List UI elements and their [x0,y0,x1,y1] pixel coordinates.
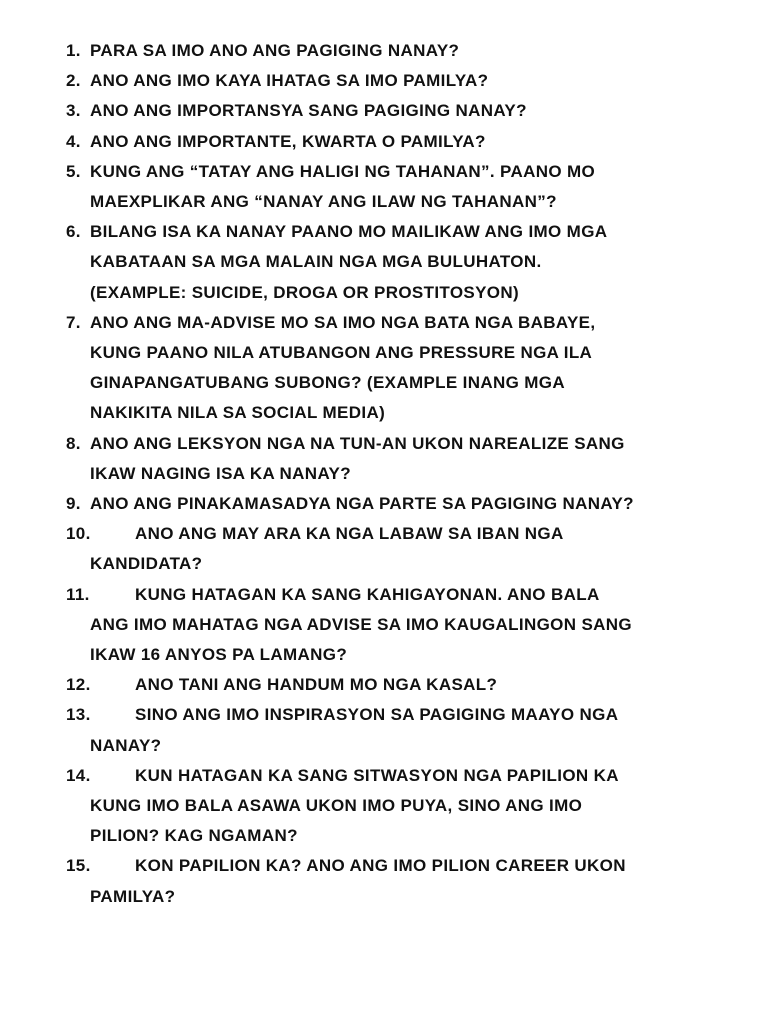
question-number: 3. [66,101,81,121]
question-text-line: KON PAPILION KA? ANO ANG IMO PILION CAREER UKON [135,856,626,876]
question-text-line: ANO ANG PINAKAMASADYA NGA PARTE SA PAGIGING NANAY? [90,494,634,514]
question-text-line: GINAPANGATUBANG SUBONG? (EXAMPLE INANG MGA [90,373,565,393]
question-number: 1. [66,41,81,60]
question-number: 7. [66,312,81,332]
question-number: 11. [66,584,90,604]
question-text-line: ANO ANG LEKSYON NGA NA TUN-AN UKON NAREALIZE SANG [90,433,625,453]
question-text-line: KUNG PAANO NILA ATUBANGON ANG PRESSURE NGA ILA [90,343,593,363]
question-text-line: MAEXPLIKAR ANG “NANAY ANG ILAW NG TAHANAN”? [90,192,557,212]
question-text-line: KANDIDATA? [90,554,203,574]
question-item [66,761,746,852]
question-text-line: PILION? KAG NGAMAN? [90,826,298,846]
question-text-line: ANO ANG IMO KAYA IHATAG SA IMO PAMILYA? [90,71,489,91]
question-text-line: ANO ANG MA-ADVISE MO SA IMO NGA BATA NGA BABAYE, [90,312,596,332]
question-item [66,217,746,308]
question-text-line: ANO ANG IMPORTANTE, KWARTA O PAMILYA? [90,131,486,151]
question-item [66,96,746,126]
question-text-line: NANAY? [90,735,162,755]
question-number: 4. [66,131,81,151]
question-text-line: KUNG IMO BALA ASAWA UKON IMO PUYA, SINO ANG IMO [90,796,583,816]
question-text-line: ANO ANG MAY ARA KA NGA LABAW SA IBAN NGA [135,524,564,544]
question-text-line: (EXAMPLE: SUICIDE, DROGA OR PROSTITOSYON) [90,282,519,302]
question-text-line: SINO ANG IMO INSPIRASYON SA PAGIGING MAAYO NGA [135,705,619,725]
question-item [66,36,746,66]
question-number: 6. [66,222,81,242]
question-number: 13. [66,705,91,725]
question-number: 5. [66,161,81,181]
question-text-line: IKAW NAGING ISA KA NANAY? [90,463,351,483]
question-number: 10. [66,524,91,544]
question-text-line: PARA SA IMO ANO ANG PAGIGING NANAY? [90,41,460,60]
question-text-line: ANO ANG IMPORTANSYA SANG PAGIGING NANAY? [90,101,527,121]
question-number: 8. [66,433,81,453]
question-item [66,66,746,96]
question-item [66,519,746,579]
question-item [66,580,746,671]
question-item [66,429,746,489]
question-text-line: BILANG ISA KA NANAY PAANO MO MAILIKAW ANG IMO MGA [90,222,608,242]
question-number: 12. [66,675,91,695]
question-item [66,670,746,700]
question-text-line: KUNG ANG “TATAY ANG HALIGI NG TAHANAN”. PAANO MO [90,161,596,181]
question-text-line: PAMILYA? [90,886,176,906]
question-text-line: KUN HATAGAN KA SANG SITWASYON NGA PAPILION KA [135,765,619,785]
question-item [66,157,746,217]
question-number: 9. [66,494,81,514]
question-text-line: KABATAAN SA MGA MALAIN NGA MGA BULUHATON. [90,252,542,272]
question-item [66,700,746,760]
question-list [66,36,746,912]
question-item [66,489,746,519]
question-item [66,851,746,911]
question-text-line: KUNG HATAGAN KA SANG KAHIGAYONAN. ANO BALA [135,584,600,604]
question-text-line: ANO TANI ANG HANDUM MO NGA KASAL? [135,675,498,695]
question-text-line: NAKIKITA NILA SA SOCIAL MEDIA) [90,403,386,423]
question-text-line: IKAW 16 ANYOS PA LAMANG? [90,645,348,665]
question-item [66,127,746,157]
question-text-line: ANG IMO MAHATAG NGA ADVISE SA IMO KAUGALINGON SANG [90,614,632,634]
question-number: 14. [66,765,91,785]
question-number: 15. [66,856,91,876]
question-number: 2. [66,71,81,91]
question-item [66,308,746,429]
